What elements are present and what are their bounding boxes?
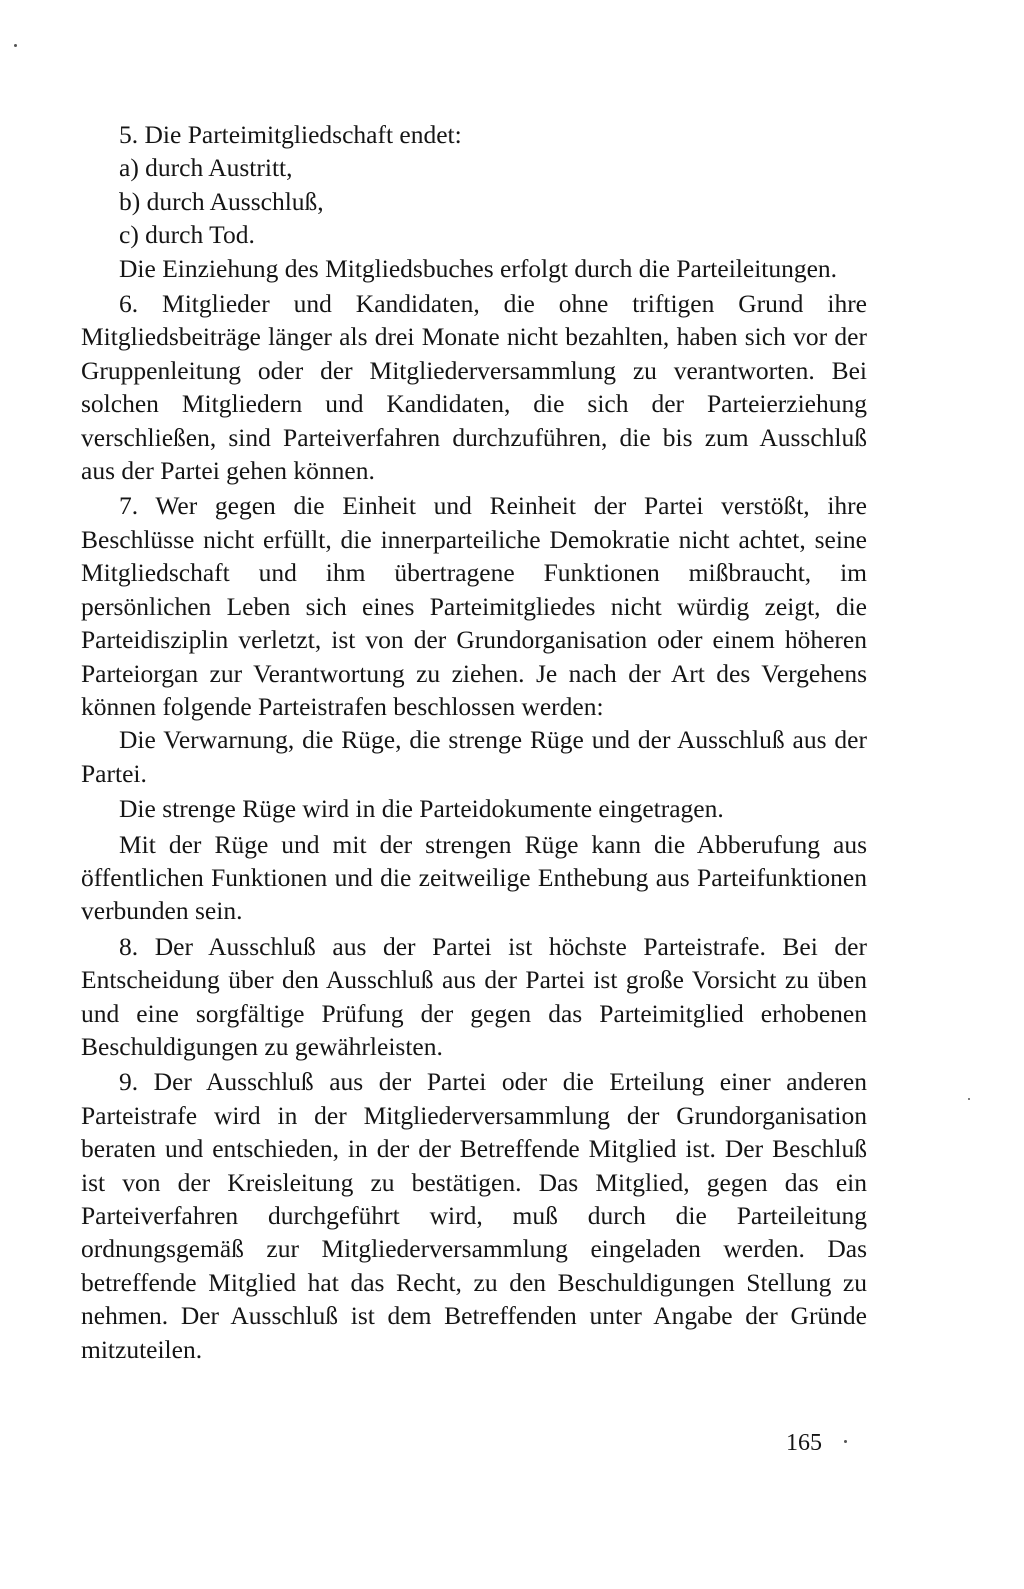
section-5-item-c: c) durch Tod. <box>119 220 255 250</box>
scan-speck <box>968 1098 970 1100</box>
section-7-recall: Mit der Rüge und mit der strengen Rüge kann die Abberufung aus öffentlichen Funktionen und die zeitweilige Enthebung aus Parteifunktionen verbunden sein. <box>81 829 867 926</box>
section-9: 9. Der Ausschluß aus der Partei oder die Erteilung einer anderen Parteistrafe wird in der Mitgliederversammlung der Grundorganisation beraten und entschieden, in der der Betreffende Mitglied ist. Der Beschluß ist von der Kreisleitung zu bestätigen. Das Mitglied, gegen das ein Parteiverfahren durchgeführt wird, muß durch die Parteileitung ordnungsgemäß zur Mitgliederversammlung eingeladen werden. Das betreffende Mitglied hat das Recht, zu den Beschuldigungen Stellung zu nehmen. Der Ausschluß ist dem Betreffenden unter Angabe der Gründe mitzuteilen. <box>81 1067 867 1364</box>
page-number: 165 <box>786 1430 822 1456</box>
section-7-main: 7. Wer gegen die Einheit und Reinheit der Partei verstößt, ihre Beschlüsse nicht erfüllt, die innerparteiliche Demokratie nicht achtet, seine Mitgliedschaft und ihm übertragene Funktionen mißbraucht, im persönlichen Leben sich eines Parteimitgliedes nicht würdig zeigt, die Parteidisziplin verletzt, ist von der Grundorganisation oder einem höheren Parteiorgan zur Verantwortung zu ziehen. Je nach der Art des Vergehens können folgende Parteistrafen beschlossen werden: <box>81 491 867 721</box>
section-7-penalties: Die Verwarnung, die Rüge, die strenge Rüge und der Ausschluß aus der Partei. <box>81 725 867 788</box>
scan-speck <box>844 1440 847 1443</box>
section-5-note: Die Einziehung des Mitgliedsbuches erfolgt durch die Parteileitungen. <box>119 253 838 283</box>
section-6: 6. Mitglieder und Kandidaten, die ohne triftigen Grund ihre Mitgliedsbeiträge länger als drei Monate nicht bezahlten, haben sich vor der Gruppenleitung oder der Mitgliederversammlung zu verantworten. Bei solchen Mitgliedern und Kandidaten, die sich der Parteierziehung verschließen, sind Parteiverfahren durchzuführen, die bis zum Ausschluß aus der Partei gehen können. <box>81 289 867 486</box>
body-text <box>81 118 867 1366</box>
section-5-lead: 5. Die Parteimitgliedschaft endet: <box>119 120 462 149</box>
section-5-item-a: a) durch Austritt, <box>119 153 293 183</box>
scan-speck <box>14 44 17 47</box>
section-7-strict-reprimand: Die strenge Rüge wird in die Parteidokumente eingetragen. <box>119 794 724 824</box>
section-5-item-b: b) durch Ausschluß, <box>119 186 324 216</box>
section-8: 8. Der Ausschluß aus der Partei ist höchste Parteistrafe. Bei der Entscheidung über den Ausschluß aus der Partei ist große Vorsicht zu üben und eine sorgfältige Prüfung der gegen das Parteimitglied erhobenen Beschuldigungen zu gewährleisten. <box>81 931 867 1061</box>
